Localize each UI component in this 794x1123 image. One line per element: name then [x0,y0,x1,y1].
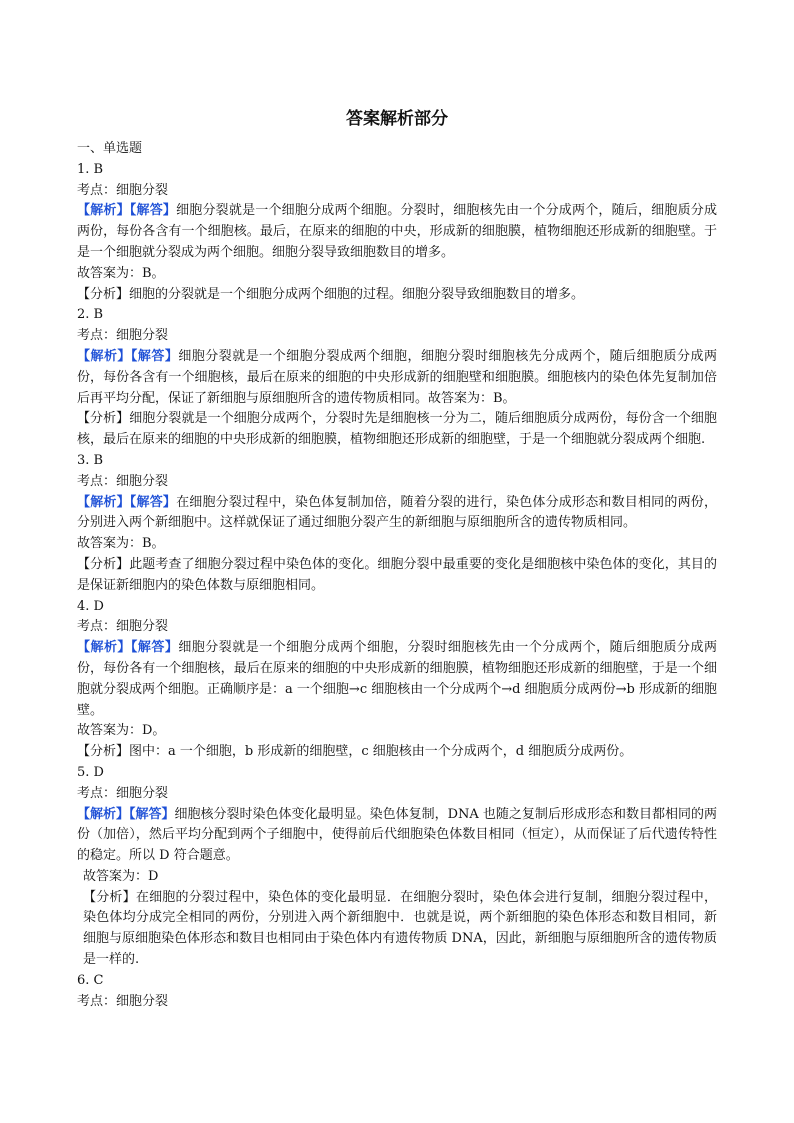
section-heading: 一、单选题 [77,141,143,156]
review-paragraph [77,285,717,306]
review-tag: 【分析】 [77,556,130,572]
review-text: 细胞分裂就是一个细胞分成两个，分裂时先是细胞核一分为二，随后细胞质分成两份，每份含一个细胞核，最后在原来的细胞的中央形成新的细胞膜，植物细胞还形成新的细胞壁，于是一个细胞就分裂成两个细胞. [77,411,717,448]
question-number: 2. B [77,307,104,323]
analysis-text: 在细胞分裂过程中，染色体复制加倍，随着分裂的进行，染色体分成形态和数目相同的两份，分别进入两个新细胞中。这样就保证了通过细胞分裂产生的新细胞与原细胞所含的遗传物质相同。 [77,494,717,531]
analysis-tag: 【解析】 [77,203,130,219]
review-tag: 【分析】 [77,744,130,760]
question-number: 5. D [77,764,104,780]
answer-line: 故答案为：D。 [77,723,166,739]
review-tag: 【分析】 [77,411,130,427]
analysis-text: 细胞核分裂时染色体变化最明显。染色体复制，DNA 也随之复制后形成形态和数目都相同的两份（加倍），然后平均分配到两个子细胞中，使得前后代细胞染色体数目相同（恒定），从而保证了后代遗传特性的稳定。所以 D 符合题意。 [77,806,717,864]
review-text: 图中：a 一个细胞，b 形成新的细胞壁，c 细胞核由一个分成两个，d 细胞质分成两份。 [129,744,633,760]
review-paragraph [77,555,717,597]
review-paragraph [77,742,717,763]
knowledge-point: 考点：细胞分裂 [77,182,169,198]
question-number: 3. B [77,452,104,468]
analysis-tag: 【解析】 [77,348,131,364]
question-item-1 [77,160,717,306]
review-text: 此题考查了细胞分裂过程中染色体的变化。细胞分裂中最重要的变化是细胞核中染色体的变化，其目的是保证新细胞内的染色体数与原细胞相同。 [77,556,717,593]
review-text: 在细胞的分裂过程中，染色体的变化最明显．在细胞分裂时，染色体会进行复制，细胞分裂过程中，染色体均分成完全相同的两份，分别进入两个新细胞中．也就是说，两个新细胞的染色体形态和数目相同，新细胞与原细胞染色体形态和数目也相同由于染色体内有遗传物质 DNA，因此，新细胞与原细胞所含的遗传物质是一样的. [83,889,717,968]
question-item-2 [77,305,717,451]
answer-line: 故答案为：D [83,868,159,884]
solution-tag: 【解答】 [130,348,179,364]
analysis-paragraph [77,493,717,535]
page-title: 答案解析部分 [346,109,448,129]
analysis-text: 细胞分裂就是一个细胞分裂成两个细胞，细胞分裂时细胞核先分成两个，随后细胞质分成两份，每份各含有一个细胞核，最后在原来的细胞的中央形成新的细胞壁和细胞膜。细胞核内的染色体先复制加倍后再平均分配，保证了新细胞与原细胞所含的遗传物质相同。故答案为：B。 [77,348,717,406]
solution-tag: 【解答】 [129,203,177,219]
answer-line: 故答案为：B。 [77,536,165,552]
question-item-6 [77,971,717,1013]
question-item-5 [77,763,717,971]
question-item-4 [77,597,717,763]
knowledge-point: 考点：细胞分裂 [77,473,169,489]
analysis-paragraph [77,201,717,263]
analysis-paragraph [77,347,717,409]
knowledge-point: 考点：细胞分裂 [77,785,169,801]
knowledge-point: 考点：细胞分裂 [77,328,169,344]
question-item-3 [77,451,717,597]
review-paragraph [77,409,717,451]
solution-tag: 【解答】 [129,806,175,822]
review-tag: 【分析】 [83,889,136,905]
analysis-tag: 【解析】 [77,806,130,822]
answer-page [77,104,717,1012]
analysis-tag: 【解析】 [77,494,130,510]
review-tag: 【分析】 [77,286,130,302]
question-number: 4. D [77,598,104,614]
answer-line: 故答案为：B。 [77,265,165,281]
analysis-tag: 【解析】 [77,640,131,656]
solution-tag: 【解答】 [130,640,179,656]
analysis-text: 细胞分裂就是一个细胞分成两个细胞，分裂时细胞核先由一个分成两个，随后细胞质分成两份，每份各有一个细胞核，最后在原来的细胞的中央形成新的细胞膜，植物细胞还形成新的细胞壁，于是一个细胞就分裂成两个细胞。正确顺序是：a 一个细胞→c 细胞核由一个分成两个→d 细胞质分成两份→b 形成新的细胞壁。 [77,640,717,718]
question-number: 1. B [77,161,104,177]
review-text: 细胞的分裂就是一个细胞分成两个细胞的过程。细胞分裂导致细胞数目的增多。 [129,286,585,302]
question-number: 6. C [77,972,104,988]
knowledge-point: 考点：细胞分裂 [77,619,169,635]
analysis-paragraph [77,805,717,867]
solution-tag: 【解答】 [129,494,177,510]
review-paragraph [77,888,717,971]
knowledge-point: 考点：细胞分裂 [77,993,169,1009]
analysis-paragraph [77,638,717,721]
analysis-text: 细胞分裂就是一个细胞分成两个细胞。分裂时，细胞核先由一个分成两个，随后，细胞质分成两份，每份各含有一个细胞核。最后，在原来的细胞的中央，形成新的细胞膜，植物细胞还形成新的细胞壁。于是一个细胞就分裂成为两个细胞。细胞分裂导致细胞数目的增多。 [77,203,717,260]
